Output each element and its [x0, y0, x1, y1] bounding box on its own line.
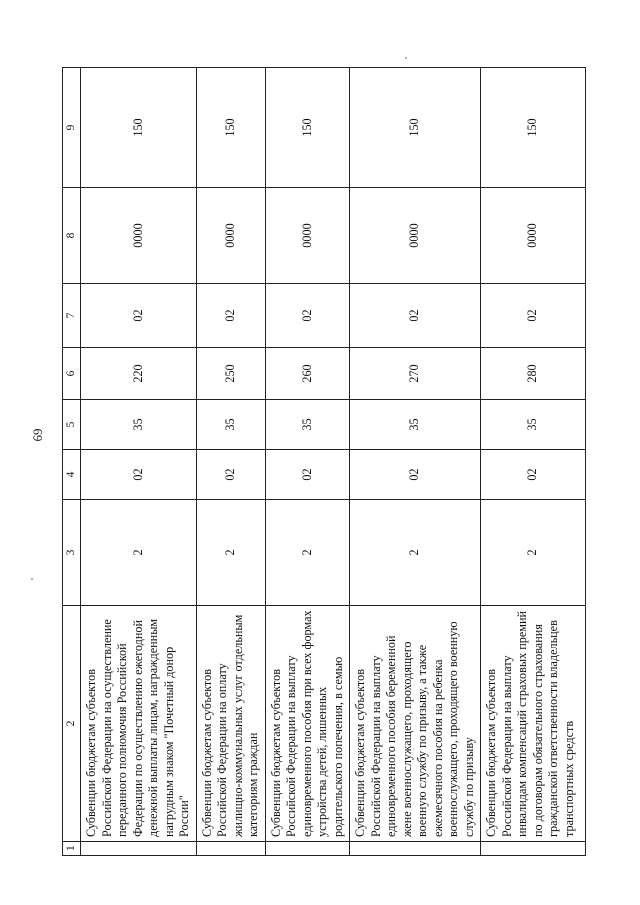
table-row — [350, 68, 481, 856]
page-number: 69 — [30, 428, 45, 442]
empty-cell — [196, 842, 265, 856]
cell-col4: 02 — [81, 450, 197, 500]
cell-col5: 35 — [196, 400, 265, 450]
column-header: 6 — [63, 348, 81, 400]
row-description: Субвенции бюджетам субъектов Российской Федерации на выплату инвалидам компенсаций страховых премий по договорам обязательного страхования гражданской ответственности владельцев транспортных средств — [481, 606, 586, 842]
cell-col3: 2 — [196, 500, 265, 606]
cell-col7: 02 — [350, 284, 481, 348]
budget-classification-table — [62, 67, 586, 856]
cell-col7: 02 — [196, 284, 265, 348]
cell-col8: 0000 — [81, 188, 197, 284]
row-description: Субвенции бюджетам субъектов Российской Федерации на выплату единовременного пособия беременной жене военнослужащего, проходящего военную службу по призыву, а также ежемесячного пособия на ребенка военнослужащего, проходящего военную службу по призыву — [350, 606, 481, 842]
cell-col6: 260 — [265, 348, 350, 400]
column-header: 2 — [63, 606, 81, 842]
cell-col7: 02 — [265, 284, 350, 348]
cell-col9: 150 — [481, 68, 586, 188]
cell-col5: 35 — [81, 400, 197, 450]
cell-col7: 02 — [481, 284, 586, 348]
empty-cell — [265, 842, 350, 856]
cell-col9: 150 — [81, 68, 197, 188]
row-description: Субвенции бюджетам субъектов Российской Федерации на осуществление переданного полномочия Российской Федерации по осуществлению ежегодной денежной выплаты лицам, награжденным нагрудным знаком "Почетный донор России" — [81, 606, 197, 842]
scan-speck — [31, 578, 33, 580]
cell-col8: 0000 — [196, 188, 265, 284]
cell-col6: 250 — [196, 348, 265, 400]
table-row — [481, 68, 586, 856]
table-row — [196, 68, 265, 856]
cell-col8: 0000 — [350, 188, 481, 284]
cell-col4: 02 — [481, 450, 586, 500]
column-header: 4 — [63, 450, 81, 500]
table-row — [265, 68, 350, 856]
scan-speck — [405, 57, 407, 59]
cell-col5: 35 — [265, 400, 350, 450]
column-header: 8 — [63, 188, 81, 284]
header-row — [63, 68, 81, 856]
cell-col9: 150 — [196, 68, 265, 188]
cell-col5: 35 — [350, 400, 481, 450]
cell-col9: 150 — [350, 68, 481, 188]
cell-col8: 0000 — [265, 188, 350, 284]
cell-col3: 2 — [265, 500, 350, 606]
column-header: 7 — [63, 284, 81, 348]
cell-col3: 2 — [350, 500, 481, 606]
empty-cell — [481, 842, 586, 856]
cell-col7: 02 — [81, 284, 197, 348]
empty-cell — [81, 842, 197, 856]
row-description: Субвенции бюджетам субъектов Российской Федерации на оплату жилищно-коммунальных услуг отдельным категориям граждан — [196, 606, 265, 842]
cell-col6: 270 — [350, 348, 481, 400]
rotated-table-container — [62, 68, 576, 856]
cell-col4: 02 — [265, 450, 350, 500]
cell-col4: 02 — [350, 450, 481, 500]
cell-col6: 220 — [81, 348, 197, 400]
row-description: Субвенции бюджетам субъектов Российской Федерации на выплату единовременного пособия при всех формах устройства детей, лишенных родительского попечения, в семью — [265, 606, 350, 842]
column-header: 9 — [63, 68, 81, 188]
cell-col3: 2 — [81, 500, 197, 606]
empty-cell — [350, 842, 481, 856]
cell-col3: 2 — [481, 500, 586, 606]
cell-col6: 280 — [481, 348, 586, 400]
table-row — [81, 68, 197, 856]
column-header: 1 — [63, 842, 81, 856]
cell-col8: 0000 — [481, 188, 586, 284]
cell-col4: 02 — [196, 450, 265, 500]
cell-col9: 150 — [265, 68, 350, 188]
cell-col5: 35 — [481, 400, 586, 450]
column-header: 5 — [63, 400, 81, 450]
column-header: 3 — [63, 500, 81, 606]
